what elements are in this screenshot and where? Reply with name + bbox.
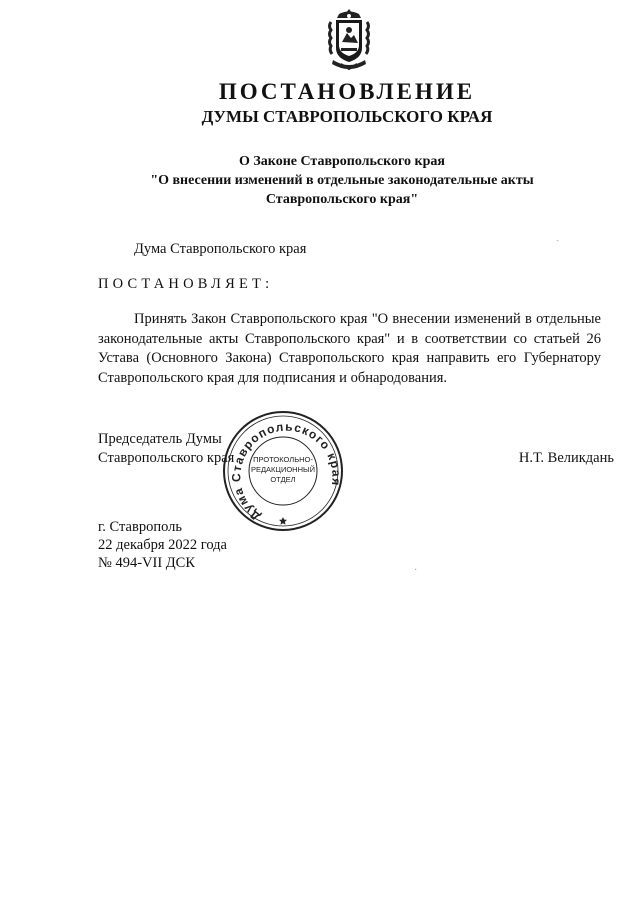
seal-center-line-3: ОТДЕЛ <box>270 475 296 484</box>
signatory-name: Н.Т. Великдань <box>518 450 614 466</box>
resolution-paragraph: Принять Закон Ставропольского края "О внесении изменений в отдельные законодательные акты Ставропольского края" и в соответствии со статьей 26 Устава (Основного Закона) Ставропольского края направить его Губернатору Ставропольского края для подписания и обнародования. <box>98 311 601 386</box>
coat-of-arms-icon <box>327 8 371 70</box>
document-subject <box>0 152 640 209</box>
seal-center-line-1: ПРОТОКОЛЬНО- <box>253 455 313 464</box>
subject-line-1: О Законе Ставропольского края <box>239 154 445 169</box>
scan-speck: · <box>414 565 418 576</box>
seal-star-icon <box>279 517 287 525</box>
scan-speck: ˎ <box>556 231 560 242</box>
signatory-position <box>98 430 234 468</box>
position-line-1: Председатель Думы <box>98 431 222 447</box>
position-line-2: Ставропольского края <box>98 450 235 466</box>
footer-city: г. Ставрополь <box>98 519 183 535</box>
document-issuer: ДУМЫ СТАВРОПОЛЬСКОГО КРАЯ <box>201 107 493 126</box>
subject-line-3: Ставропольского края" <box>265 192 419 207</box>
seal-ring-text: Дума Ставропольского края <box>229 419 344 524</box>
seal-center-line-2: РЕДАКЦИОННЫЙ <box>250 465 316 474</box>
official-seal <box>221 409 345 533</box>
document-title: ПОСТАНОВЛЕНИЕ <box>218 79 476 104</box>
document-footer <box>98 518 227 572</box>
subject-line-2: "О внесении изменений в отдельные законодательные акты <box>150 173 534 188</box>
resolves-heading: ПОСТАНОВЛЯЕТ: <box>98 276 274 292</box>
footer-date: 22 декабря 2022 года <box>98 537 227 553</box>
duma-label: Дума Ставропольского края <box>134 241 307 257</box>
footer-number: № 494-VII ДСК <box>98 555 196 571</box>
